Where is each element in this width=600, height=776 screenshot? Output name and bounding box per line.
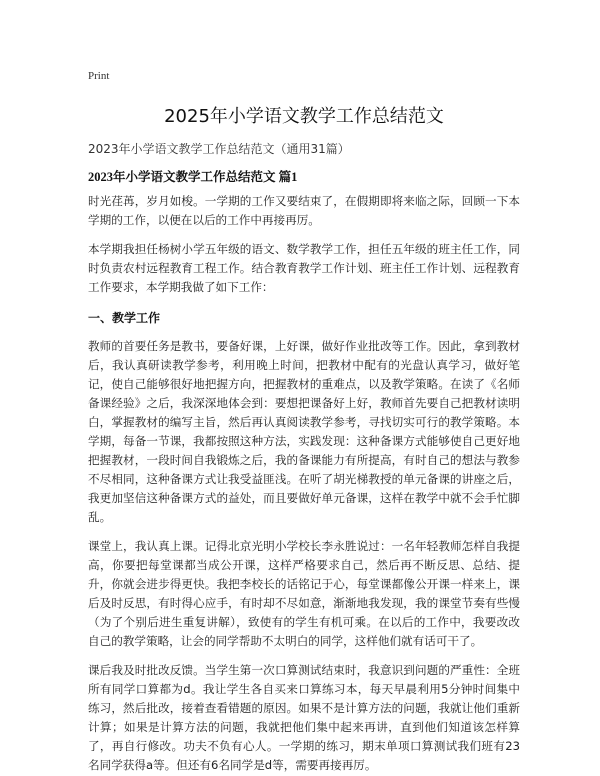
teaching-work-heading: 一、教学工作 xyxy=(88,311,161,325)
section-heading: 2023年小学语文教学工作总结范文 篇1 xyxy=(88,170,298,184)
duties-paragraph: 本学期我担任杨树小学五年级的语文、数学教学工作，担任五年级的班主任工作，同时负责农村远程教育工程工作。结合教育教学工作计划、班主任工作计划、远程教育工作要求，本学期我做了如下工作： xyxy=(88,242,520,294)
intro-paragraph: 时光荏苒，岁月如梭。一学期的工作又要结束了，在假期即将来临之际，回顾一下本学期的工作，以便在以后的工作中再接再厉。 xyxy=(88,194,520,227)
classroom-paragraph: 课堂上，我认真上课。记得北京光明小学校长李永胜说过：一名年轻教师怎样自我提高，你要把每堂课都当成公开课，这样严格要求自己，然后再不断反思、总结、提升，你就会进步得更快。我把李校长的话铭记于心，每堂课都像公开课一样来上，课后及时反思，有时得心应手，有时却不尽如意，渐渐地我发现，我的课堂节奏有些慢（为了个别后进生重复讲解），致使有的学生有机可乘。在以后的工作中，我要改改自己的教学策略，让会的同学帮助不太明白的同学，这样他们就有话可干了。 xyxy=(88,539,520,648)
document-subtitle: 2023年小学语文教学工作总结范文（通用31篇） xyxy=(88,142,350,156)
document-page xyxy=(88,68,520,775)
lesson-prep-paragraph: 教师的首要任务是教书，要备好课，上好课，做好作业批改等工作。因此，拿到教材后，我认真研读教学参考，利用晚上时间，把教材中配有的光盘认真学习，做好笔记，使自己能够很好地把握方向，把握教材的重难点，以及教学策略。在读了《名师备课经验》之后，我深深地体会到：要想把课备好上好，教师首先要自己把教材读明白，掌握教材的编写主旨，然后再认真阅读教学参考，寻找切实可行的教学策略。本学期，每备一节课，我都按照这种方法，实践发现：这种备课方式能够使自己更好地把握教材，一段时间自我锻炼之后，我的备课能力有所提高，有时自己的想法与教参不尽相同，这种备课方式让我受益匪浅。在听了胡光梯教授的单元备课的讲座之后，我更加坚信这种备课方式的益处，而且要做好单元备课，这样在教学中就不会手忙脚乱。 xyxy=(88,339,520,524)
page-title: 2025年小学语文教学工作总结范文 xyxy=(164,106,444,127)
feedback-paragraph: 课后我及时批改反馈。当学生第一次口算测试结束时，我意识到问题的严重性：全班所有同学口算都为d。我让学生各自买来口算练习本，每天早晨利用5分钟时间集中练习，然后批改，接着查看错题的原因。如果不是计算方法的问题，我就让他们重新计算；如果是计算方法的问题，我就把他们集中起来再讲，直到他们知道该怎样算了，再自行修改。功夫不负有心人。一学期的练习，期末单项口算测试我们班有23名同学获得a等。但还有6名同学是d等，需要再接再厉。 xyxy=(88,663,520,772)
print-label[interactable]: Print xyxy=(88,70,110,82)
